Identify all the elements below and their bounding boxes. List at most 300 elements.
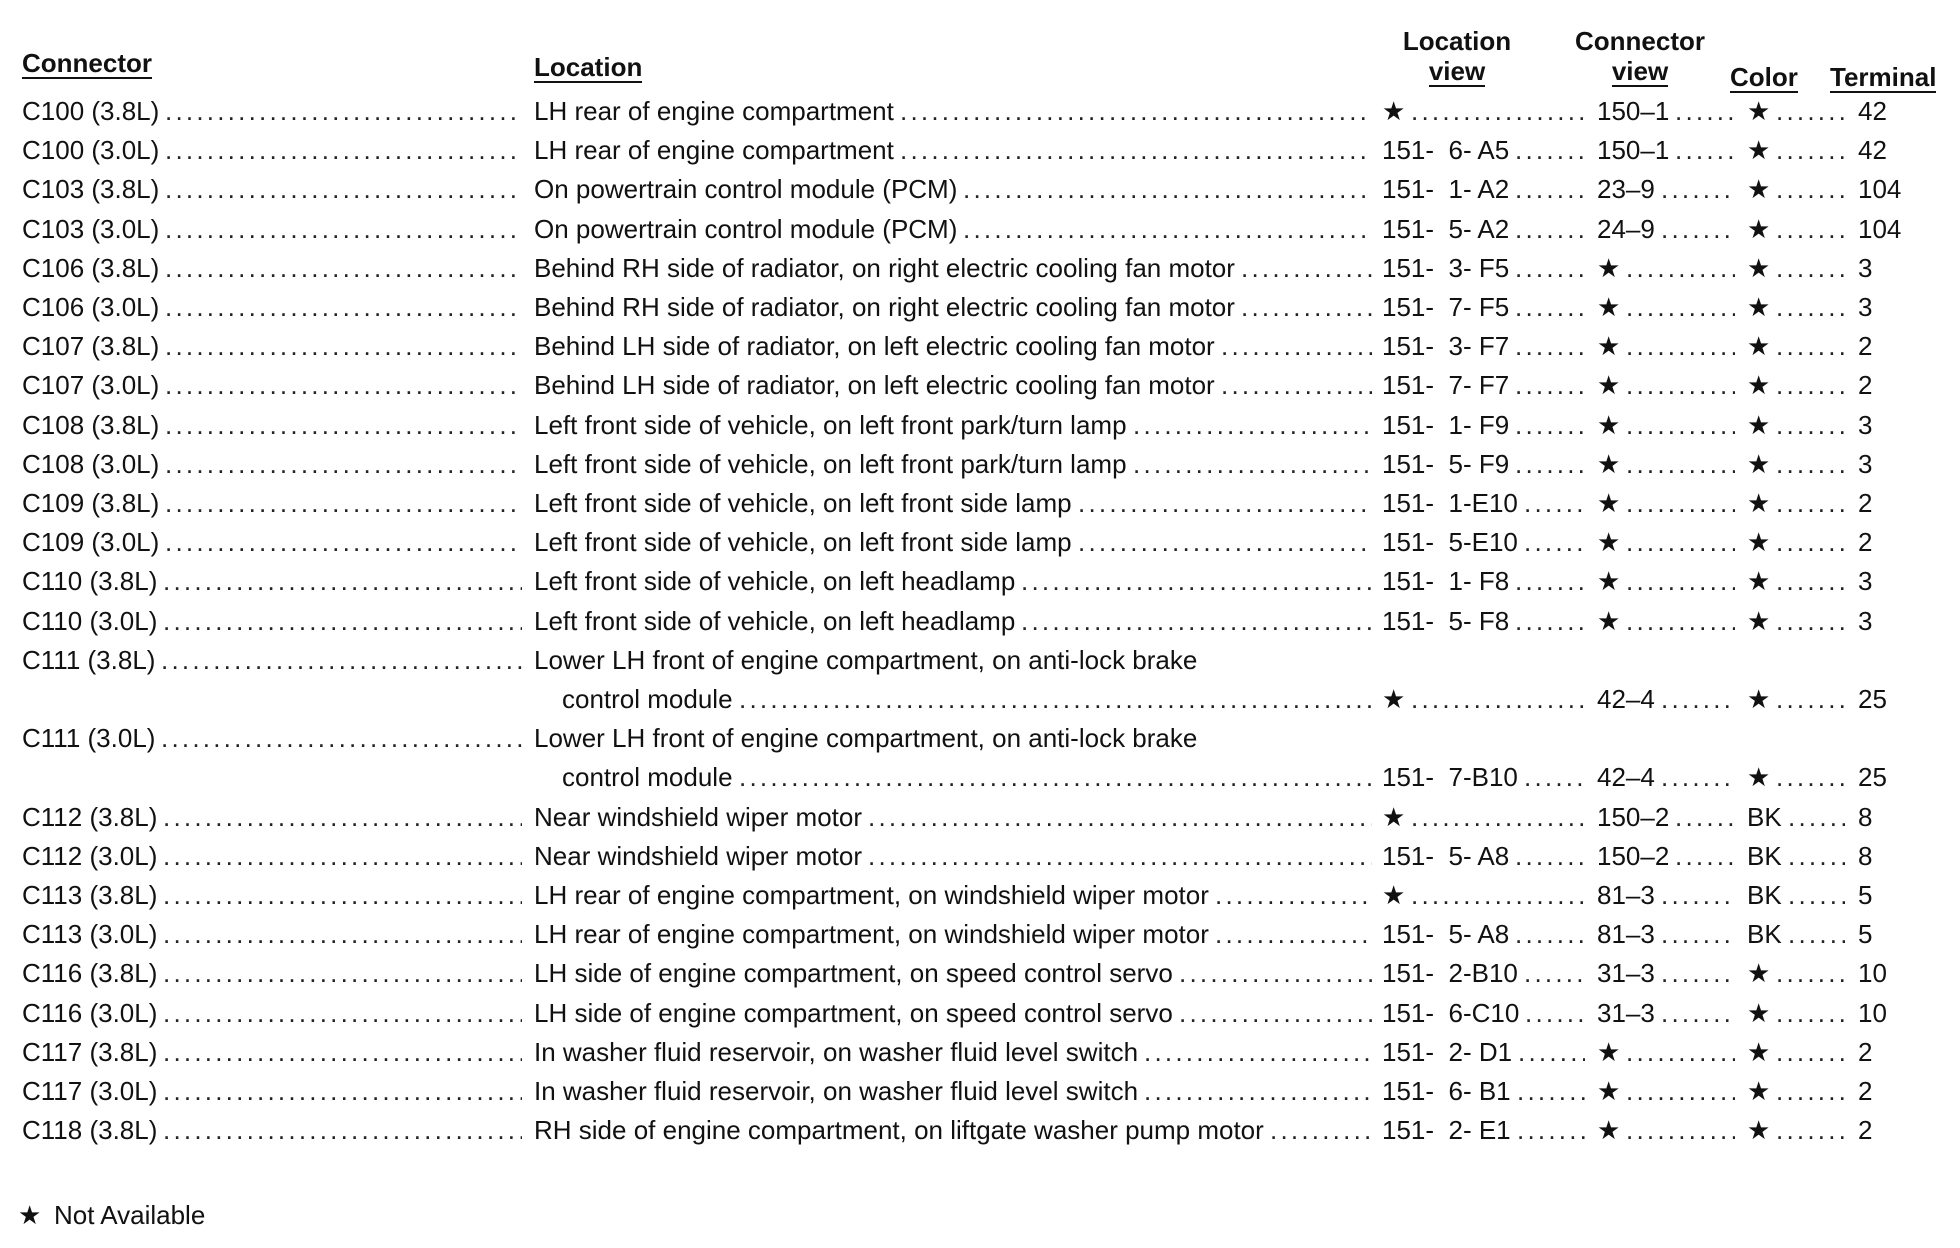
table-row	[0, 173, 1960, 212]
table-row	[0, 605, 1960, 644]
dot-leader	[1776, 605, 1845, 637]
dot-leader	[163, 1114, 522, 1146]
table-row	[0, 526, 1960, 565]
dot-leader	[1411, 879, 1585, 911]
dot-leader	[1788, 918, 1845, 950]
dot-leader	[1179, 997, 1372, 1029]
connector-view-cell: ★	[1597, 331, 1621, 362]
color-cell: ★	[1747, 252, 1771, 283]
dot-leader	[1661, 683, 1735, 715]
location-cell: Left front side of vehicle, on left headlamp	[534, 605, 1016, 636]
dot-leader	[1776, 957, 1845, 989]
dot-leader	[163, 918, 522, 950]
dot-leader	[1524, 957, 1585, 989]
dot-leader	[1626, 330, 1735, 362]
dot-leader	[1626, 1114, 1735, 1146]
connector-cell: C108 (3.8L)	[22, 409, 160, 440]
table-row	[0, 722, 1960, 800]
location-cell: Left front side of vehicle, on left front side lamp	[534, 488, 1072, 518]
dot-leader	[1515, 565, 1585, 597]
dot-leader	[1270, 1114, 1372, 1146]
dot-leader	[165, 487, 522, 519]
dot-leader	[1411, 801, 1585, 833]
location-view-cell: ★	[1382, 880, 1406, 910]
location-cell: LH rear of engine compartment	[534, 135, 894, 166]
dot-leader	[1515, 605, 1585, 637]
dot-leader	[1776, 526, 1845, 558]
dot-leader	[1675, 95, 1735, 127]
dot-leader	[1515, 291, 1585, 323]
dot-leader	[1144, 1075, 1372, 1107]
dot-leader	[1221, 369, 1372, 401]
dot-leader	[868, 840, 1372, 872]
terminal-cell: 25	[1858, 762, 1887, 793]
color-cell: ★	[1747, 96, 1771, 126]
terminal-cell: 2	[1858, 1076, 1873, 1106]
dot-leader	[1776, 683, 1845, 715]
connector-cell: C100 (3.0L)	[22, 135, 160, 166]
dot-leader	[1776, 1075, 1845, 1107]
dot-leader	[1626, 1075, 1735, 1107]
connector-cell: C110 (3.0L)	[22, 605, 158, 636]
connector-view-cell: ★	[1597, 566, 1621, 597]
location-view-cell: 151- 5-E10	[1382, 527, 1518, 558]
footnote	[18, 1200, 205, 1231]
dot-leader	[1626, 291, 1735, 323]
location-view-cell: 151- 6-C10	[1382, 997, 1520, 1028]
dot-leader	[1518, 1036, 1585, 1068]
dot-leader	[163, 801, 522, 833]
location-cell: Lower LH front of engine compartment, on anti-lock brake	[534, 644, 1198, 675]
terminal-cell: 3	[1858, 566, 1873, 597]
connector-cell: C118 (3.8L)	[22, 1115, 158, 1146]
dot-leader	[1411, 95, 1585, 127]
connector-cell: C103 (3.8L)	[22, 174, 160, 205]
location-view-cell: 151- 1- F9	[1382, 409, 1510, 440]
dot-leader	[1133, 409, 1372, 441]
dot-leader	[1776, 173, 1845, 205]
location-cell: In washer fluid reservoir, on washer fluid level switch	[534, 1036, 1139, 1067]
dot-leader	[900, 134, 1372, 166]
dot-leader	[1776, 761, 1845, 793]
dot-leader	[1515, 448, 1585, 480]
table-row	[0, 957, 1960, 996]
dot-leader	[165, 369, 522, 401]
table-row	[0, 409, 1960, 448]
connector-view-cell: ★	[1597, 605, 1621, 636]
location-cell: On powertrain control module (PCM)	[534, 174, 958, 205]
dot-leader	[163, 997, 522, 1029]
terminal-cell: 3	[1858, 409, 1873, 440]
location-cell: Behind LH side of radiator, on left electric cooling fan motor	[534, 331, 1215, 362]
location-view-cell: 151- 1- F8	[1382, 566, 1510, 597]
connector-view-cell: ★	[1597, 292, 1621, 322]
location-cell: LH rear of engine compartment	[534, 96, 894, 126]
connector-view-cell: ★	[1597, 370, 1621, 401]
connector-view-cell: ★	[1597, 409, 1621, 440]
dot-leader	[163, 1075, 522, 1107]
location-view-cell: 151- 7- F5	[1382, 292, 1510, 322]
location-view-cell: 151- 2- D1	[1382, 1036, 1513, 1067]
color-cell: ★	[1747, 135, 1771, 166]
dot-leader	[963, 213, 1372, 245]
dot-leader	[163, 840, 522, 872]
connector-cell: C116 (3.8L)	[22, 958, 158, 989]
dot-leader	[165, 291, 522, 323]
color-cell: ★	[1747, 370, 1771, 401]
connector-view-cell: 42–4	[1597, 683, 1655, 714]
dot-leader	[1661, 997, 1735, 1029]
terminal-cell: 5	[1858, 880, 1873, 910]
header-color: Color	[1730, 62, 1798, 92]
dot-leader	[1626, 1036, 1735, 1068]
location-view-cell: 151- 5- F8	[1382, 605, 1510, 636]
table-row	[0, 801, 1960, 840]
dot-leader	[1776, 448, 1845, 480]
dot-leader	[1133, 448, 1372, 480]
dot-leader	[165, 252, 522, 284]
color-cell: ★	[1747, 174, 1771, 205]
dot-leader	[1776, 291, 1845, 323]
dot-leader	[165, 526, 522, 558]
dot-leader	[1515, 369, 1585, 401]
location-cell: Left front side of vehicle, on left front park/turn lamp	[534, 409, 1127, 440]
terminal-cell: 8	[1858, 801, 1873, 832]
connector-cell: C106 (3.0L)	[22, 292, 160, 322]
location-view-cell: 151- 1-E10	[1382, 488, 1518, 518]
dot-leader	[1515, 330, 1585, 362]
location-cell: LH rear of engine compartment, on windshield wiper motor	[534, 919, 1209, 950]
dot-leader	[1515, 173, 1585, 205]
color-cell: ★	[1747, 762, 1771, 793]
connector-view-cell: 150–1	[1597, 96, 1670, 126]
table-row	[0, 252, 1960, 291]
dot-leader	[1517, 1114, 1585, 1146]
terminal-cell: 10	[1858, 958, 1887, 989]
connector-cell: C117 (3.0L)	[22, 1076, 158, 1106]
terminal-cell: 10	[1858, 997, 1887, 1028]
connector-cell: C116 (3.0L)	[22, 997, 158, 1028]
dot-leader	[1626, 526, 1735, 558]
terminal-cell: 2	[1858, 488, 1873, 518]
dot-leader	[1788, 801, 1845, 833]
dot-leader	[1215, 879, 1372, 911]
connector-view-cell: ★	[1597, 448, 1621, 479]
table-row	[0, 1075, 1960, 1114]
dot-leader	[1661, 879, 1735, 911]
header-location: Location	[534, 52, 643, 82]
header-connector: Connector	[22, 48, 152, 78]
dot-leader	[161, 722, 522, 754]
terminal-cell: 3	[1858, 252, 1873, 283]
color-cell: ★	[1747, 1036, 1771, 1067]
location-cell: Near windshield wiper motor	[534, 840, 863, 871]
dot-leader	[1661, 957, 1735, 989]
dot-leader	[1078, 487, 1372, 519]
location-view-cell: 151- 5- F9	[1382, 448, 1510, 479]
location-view-cell: 151- 3- F5	[1382, 252, 1510, 283]
location-view-cell: 151- 2-B10	[1382, 958, 1518, 989]
dot-leader	[163, 565, 522, 597]
connector-view-cell: ★	[1597, 1115, 1621, 1146]
dot-leader	[739, 761, 1372, 793]
connector-view-cell: 42–4	[1597, 762, 1655, 793]
dot-leader	[1626, 487, 1735, 519]
connector-view-cell: 150–2	[1597, 801, 1670, 832]
terminal-cell: 2	[1858, 1036, 1873, 1067]
dot-leader	[163, 879, 522, 911]
table-row	[0, 997, 1960, 1036]
dot-leader	[1776, 1036, 1845, 1068]
table-row	[0, 95, 1960, 134]
connector-cell: C103 (3.0L)	[22, 213, 160, 244]
dot-leader	[1179, 957, 1372, 989]
dot-leader	[165, 409, 522, 441]
header-connector-view: Connector view	[1575, 26, 1705, 86]
dot-leader	[1515, 252, 1585, 284]
color-cell: ★	[1747, 1076, 1771, 1106]
location-view-cell: 151- 6- A5	[1382, 135, 1510, 166]
terminal-cell: 2	[1858, 331, 1873, 362]
location-view-cell: ★	[1382, 683, 1406, 714]
location-cell: On powertrain control module (PCM)	[534, 213, 958, 244]
dot-leader	[1675, 840, 1735, 872]
header-terminal: Terminal	[1830, 62, 1937, 92]
connector-view-cell: ★	[1597, 1076, 1621, 1106]
dot-leader	[1525, 997, 1585, 1029]
dot-leader	[1776, 565, 1845, 597]
dot-leader	[1661, 173, 1735, 205]
color-cell: ★	[1747, 331, 1771, 362]
location-cell: Left front side of vehicle, on left front park/turn lamp	[534, 448, 1127, 479]
table-row	[0, 369, 1960, 408]
terminal-cell: 3	[1858, 605, 1873, 636]
dot-leader	[1776, 369, 1845, 401]
location-cell: In washer fluid reservoir, on washer fluid level switch	[534, 1076, 1139, 1106]
table-row	[0, 213, 1960, 252]
dot-leader	[1626, 369, 1735, 401]
dot-leader	[1776, 213, 1845, 245]
dot-leader	[1021, 605, 1372, 637]
connector-cell: C111 (3.0L)	[22, 723, 156, 754]
dot-leader	[1078, 526, 1372, 558]
location-view-cell: 151- 7- F7	[1382, 370, 1510, 401]
location-view-cell: 151- 3- F7	[1382, 331, 1510, 362]
location-cell: Behind RH side of radiator, on right electric cooling fan motor	[534, 252, 1235, 283]
table-row	[0, 840, 1960, 879]
location-view-cell: 151- 6- B1	[1382, 1076, 1511, 1106]
dot-leader	[1515, 409, 1585, 441]
dot-leader	[165, 213, 522, 245]
dot-leader	[1626, 252, 1735, 284]
star-icon: ★	[18, 1200, 42, 1230]
dot-leader	[868, 801, 1372, 833]
location-view-cell: 151- 1- A2	[1382, 174, 1510, 205]
connector-cell: C112 (3.8L)	[22, 801, 158, 832]
dot-leader	[1776, 997, 1845, 1029]
footnote-text: Not Available	[54, 1200, 206, 1230]
dot-leader	[165, 448, 522, 480]
table-row	[0, 1114, 1960, 1153]
table-row	[0, 918, 1960, 957]
connector-cell: C100 (3.8L)	[22, 96, 160, 126]
table-row	[0, 291, 1960, 330]
dot-leader	[1524, 487, 1585, 519]
dot-leader	[1776, 252, 1845, 284]
connector-view-cell: ★	[1597, 527, 1621, 558]
location-cell: Lower LH front of engine compartment, on anti-lock brake	[534, 723, 1198, 754]
table-row	[0, 1036, 1960, 1075]
terminal-cell: 3	[1858, 292, 1873, 322]
connector-view-cell: 150–2	[1597, 840, 1670, 871]
color-cell: ★	[1747, 958, 1771, 989]
dot-leader	[161, 644, 522, 676]
color-cell: ★	[1747, 527, 1771, 558]
connector-cell: C113 (3.0L)	[22, 919, 158, 950]
terminal-cell: 2	[1858, 370, 1873, 401]
connector-cell: C111 (3.8L)	[22, 644, 156, 675]
dot-leader	[1515, 213, 1585, 245]
terminal-cell: 104	[1858, 174, 1902, 205]
dot-leader	[1661, 213, 1735, 245]
connector-view-cell: 81–3	[1597, 880, 1655, 910]
dot-leader	[1661, 918, 1735, 950]
dot-leader	[1144, 1036, 1372, 1068]
connector-view-cell: 31–3	[1597, 997, 1655, 1028]
terminal-cell: 42	[1858, 135, 1887, 166]
connector-cell: C107 (3.0L)	[22, 370, 160, 401]
table-row	[0, 879, 1960, 918]
dot-leader	[1675, 801, 1735, 833]
dot-leader	[1221, 330, 1372, 362]
location-cell: LH side of engine compartment, on speed control servo	[534, 997, 1173, 1028]
dot-leader	[1524, 761, 1585, 793]
color-cell: ★	[1747, 292, 1771, 322]
dot-leader	[165, 134, 522, 166]
connector-view-cell: 150–1	[1597, 135, 1670, 166]
connector-view-cell: 23–9	[1597, 174, 1655, 205]
dot-leader	[1626, 565, 1735, 597]
connector-view-cell: ★	[1597, 252, 1621, 283]
dot-leader	[1215, 918, 1372, 950]
dot-leader	[1241, 291, 1372, 323]
dot-leader	[1788, 840, 1845, 872]
connector-view-cell: 31–3	[1597, 958, 1655, 989]
connector-cell: C109 (3.8L)	[22, 488, 160, 518]
dot-leader	[1524, 526, 1585, 558]
connector-view-cell: ★	[1597, 1036, 1621, 1067]
dot-leader	[1626, 409, 1735, 441]
connector-cell: C109 (3.0L)	[22, 527, 160, 558]
terminal-cell: 5	[1858, 919, 1873, 950]
dot-leader	[1776, 409, 1845, 441]
dot-leader	[1776, 95, 1845, 127]
dot-leader	[1788, 879, 1845, 911]
dot-leader	[1515, 134, 1585, 166]
dot-leader	[963, 173, 1372, 205]
location-cell: Left front side of vehicle, on left headlamp	[534, 566, 1016, 597]
dot-leader	[1626, 605, 1735, 637]
dot-leader	[1626, 448, 1735, 480]
location-cell: control module	[562, 683, 733, 714]
table-row	[0, 134, 1960, 173]
location-cell: Behind RH side of radiator, on right electric cooling fan motor	[534, 292, 1235, 322]
dot-leader	[1776, 487, 1845, 519]
connector-cell: C117 (3.8L)	[22, 1036, 158, 1067]
terminal-cell: 25	[1858, 683, 1887, 714]
dot-leader	[1776, 134, 1845, 166]
color-cell: ★	[1747, 213, 1771, 244]
dot-leader	[1517, 1075, 1585, 1107]
dot-leader	[165, 95, 522, 127]
location-view-cell: 151- 2- E1	[1382, 1115, 1511, 1146]
dot-leader	[900, 95, 1372, 127]
dot-leader	[1515, 840, 1585, 872]
terminal-cell: 8	[1858, 840, 1873, 871]
location-cell: control module	[562, 762, 733, 793]
color-cell: BK	[1747, 919, 1782, 950]
dot-leader	[163, 957, 522, 989]
connector-cell: C106 (3.8L)	[22, 252, 160, 283]
color-cell: ★	[1747, 1115, 1771, 1146]
location-view-cell: 151- 7-B10	[1382, 762, 1518, 793]
color-cell: BK	[1747, 801, 1782, 832]
dot-leader	[1776, 1114, 1845, 1146]
terminal-cell: 2	[1858, 1115, 1873, 1146]
color-cell: ★	[1747, 488, 1771, 518]
connector-cell: C112 (3.0L)	[22, 840, 158, 871]
location-view-cell: ★	[1382, 801, 1406, 832]
terminal-cell: 42	[1858, 96, 1887, 126]
dot-leader	[1515, 918, 1585, 950]
color-cell: ★	[1747, 409, 1771, 440]
location-cell: Left front side of vehicle, on left front side lamp	[534, 527, 1072, 558]
location-view-cell: 151- 5- A8	[1382, 840, 1510, 871]
table-row	[0, 565, 1960, 604]
connector-cell: C107 (3.8L)	[22, 331, 160, 362]
color-cell: ★	[1747, 997, 1771, 1028]
table-row	[0, 330, 1960, 369]
dot-leader	[165, 173, 522, 205]
location-cell: Behind LH side of radiator, on left electric cooling fan motor	[534, 370, 1215, 401]
location-cell: RH side of engine compartment, on liftgate washer pump motor	[534, 1115, 1264, 1146]
dot-leader	[1241, 252, 1372, 284]
table-row	[0, 448, 1960, 487]
color-cell: ★	[1747, 683, 1771, 714]
table-row	[0, 644, 1960, 722]
color-cell: ★	[1747, 605, 1771, 636]
connector-view-cell: 24–9	[1597, 213, 1655, 244]
header-location-view: Location view	[1402, 26, 1512, 86]
location-cell: Near windshield wiper motor	[534, 801, 863, 832]
location-view-cell: 151- 5- A2	[1382, 213, 1510, 244]
connector-cell: C108 (3.0L)	[22, 448, 160, 479]
dot-leader	[165, 330, 522, 362]
dot-leader	[1021, 565, 1372, 597]
location-view-cell: 151- 5- A8	[1382, 919, 1510, 950]
dot-leader	[1661, 761, 1735, 793]
terminal-cell: 2	[1858, 527, 1873, 558]
terminal-cell: 104	[1858, 213, 1902, 244]
connector-cell: C110 (3.8L)	[22, 566, 158, 597]
terminal-cell: 3	[1858, 448, 1873, 479]
location-cell: LH rear of engine compartment, on windshield wiper motor	[534, 880, 1209, 910]
dot-leader	[163, 605, 522, 637]
location-cell: LH side of engine compartment, on speed control servo	[534, 958, 1173, 989]
dot-leader	[1411, 683, 1585, 715]
color-cell: BK	[1747, 840, 1782, 871]
color-cell: ★	[1747, 566, 1771, 597]
